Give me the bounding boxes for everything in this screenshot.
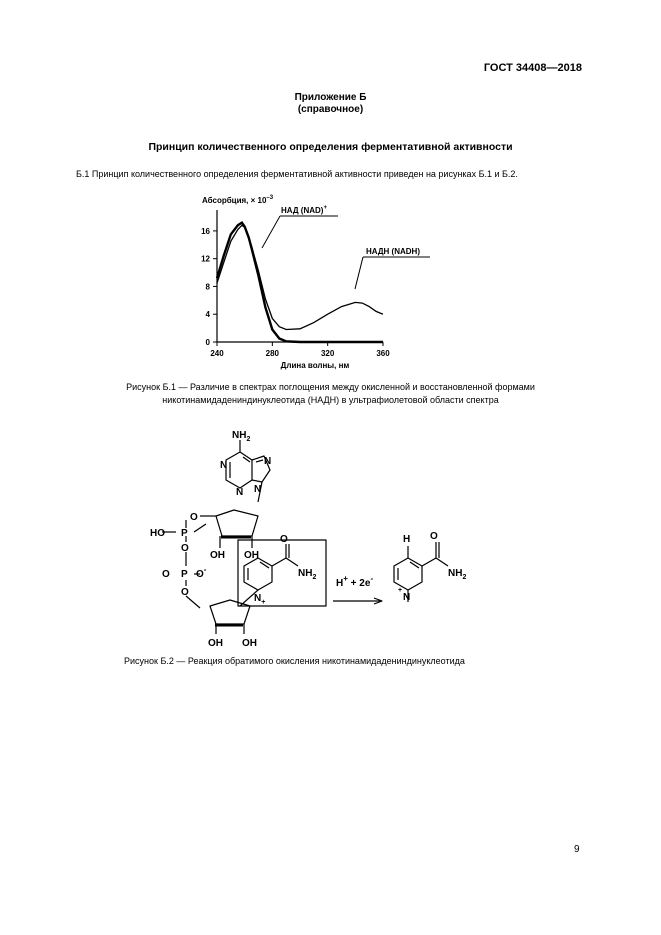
svg-text:OH: OH: [210, 550, 225, 561]
svg-text:O: O: [181, 587, 189, 598]
figure1-caption-line1: Рисунок Б.1 — Различие в спектрах поглощения между окисленной и восстановленной формами: [126, 382, 535, 392]
svg-text:O: O: [162, 569, 170, 580]
legend-label-nad: НАД (NAD)+: [281, 205, 327, 215]
leader-nadh: [355, 257, 363, 289]
x-tick-label: 320: [320, 349, 335, 358]
y-tick-label: 4: [205, 310, 210, 320]
y-tick-label: 8: [205, 282, 210, 292]
y-tick-label: 12: [201, 254, 210, 264]
page-number: 9: [574, 844, 580, 855]
section-heading: Принцип количественного определения ферментативной активности: [148, 141, 513, 153]
appendix-title: Приложение Б: [294, 92, 367, 103]
leader-nad: [262, 216, 280, 248]
figure1-caption: [0, 381, 661, 407]
paragraph-b1: Б.1 Принцип количественного определения ферментативной активности приведен на рисунках Б.1 и Б.2.: [76, 169, 518, 179]
figure2-caption: Рисунок Б.2 — Реакция обратимого окисления никотинамидадениндинуклеотида: [124, 656, 465, 666]
svg-text:P: P: [181, 528, 188, 539]
svg-text:H: H: [403, 534, 411, 545]
legend-label-nadh: НАДН (NADH): [366, 247, 420, 256]
svg-text:NH2: $NH_2$: [298, 568, 317, 581]
nad-reaction-diagram: [140, 420, 520, 650]
svg-text:N: N: [403, 592, 411, 603]
figure1-caption-line2: никотинамидадениндинуклеотида (НАДН) в ультрафиолетовой области спектра: [162, 395, 499, 405]
svg-text:O: O: [280, 534, 288, 545]
svg-text:OH: OH: [244, 550, 259, 561]
svg-text:N: N: [264, 456, 272, 467]
x-tick-label: 240: [210, 349, 224, 358]
chart-xlabel: Длина волны, нм: [280, 361, 350, 370]
svg-text:+: +: [398, 587, 403, 594]
svg-text:OH: OH: [208, 638, 223, 649]
appendix-label: [0, 92, 661, 116]
svg-text:P: P: [181, 569, 188, 580]
series-line-nad: [217, 223, 383, 342]
svg-text:O: O: [181, 543, 189, 554]
svg-text:N: N: [236, 487, 244, 498]
svg-text:N+: $N_+$: [254, 593, 266, 606]
svg-text:N: N: [220, 460, 228, 471]
x-tick-label: 360: [376, 349, 390, 358]
svg-text:O-: O-: [196, 565, 207, 580]
appendix-subtitle: (справочное): [297, 104, 364, 115]
svg-text:N: N: [254, 484, 262, 495]
y-tick-label: 0: [205, 338, 210, 347]
x-tick-label: 280: [265, 349, 280, 358]
chart-ylabel: Абсорбция, × $10^{-3}$: [202, 195, 274, 205]
absorption-chart: [180, 186, 480, 376]
svg-text:HO: HO: [150, 528, 165, 539]
svg-text:O: O: [190, 512, 198, 523]
svg-text:O: O: [430, 531, 438, 542]
standard-number: ГОСТ 34408—2018: [483, 62, 582, 74]
svg-text:NH2: $NH_2$: [232, 430, 251, 443]
svg-text:H+ + 2e-: H+ + 2e-: [336, 574, 374, 589]
svg-text:NH2: $NH_2$: [448, 568, 467, 581]
y-tick-label: 16: [201, 226, 210, 236]
svg-text:OH: OH: [242, 638, 257, 649]
